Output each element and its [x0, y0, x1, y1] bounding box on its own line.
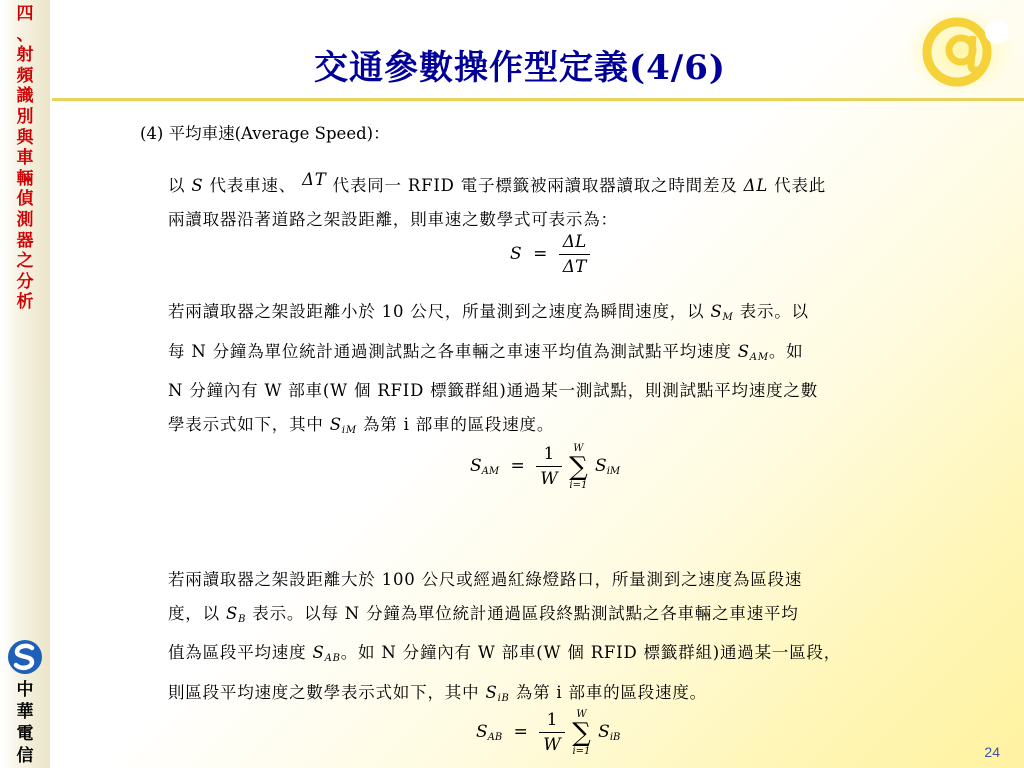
math-symbol: S [737, 341, 750, 361]
sidebar-title-char: 測 [16, 209, 34, 230]
math-operator: = [533, 244, 548, 264]
summation-sign: ∑ [572, 717, 591, 748]
paragraph-section-speed [168, 563, 913, 715]
text-run: 代表車速、 [209, 176, 297, 195]
math-subscript: iB [609, 732, 621, 743]
sidebar-title-char: 四 [16, 4, 34, 24]
fraction [539, 708, 564, 757]
sidebar-title-char: 頻 [16, 65, 34, 86]
paragraph-spot-speed [168, 295, 913, 447]
paragraph-line [168, 597, 913, 637]
paragraph-line [168, 636, 913, 676]
text-run: 表示。以 [739, 302, 809, 321]
text-run: 代表此 [774, 176, 827, 195]
paragraph-definition [168, 163, 913, 236]
text-run: 則區段平均速度之數學表示式如下，其中 [168, 682, 480, 702]
text-run: 。如 [768, 341, 804, 361]
paragraph-line: N 分鐘內有 W 部車(W 個 RFID 標籤群組)通過某一測試點，則測試點平均速度之數 [168, 381, 819, 400]
math-operator: = [513, 722, 528, 742]
paragraph-line [168, 295, 913, 335]
math-subscript: B [238, 613, 247, 625]
sidebar-title-char: 器 [16, 230, 34, 251]
sidebar-title-char: 、 [16, 24, 34, 45]
company-name-char: 中 [16, 680, 34, 700]
math-operator: = [510, 456, 525, 476]
sidebar-title-char: 之 [16, 251, 34, 272]
company-name-char: 信 [16, 746, 34, 766]
fraction [559, 230, 591, 279]
text-run: 為第 i 部車的區段速度。 [362, 414, 555, 434]
summation-lower-limit: i=1 [569, 479, 588, 491]
math-subscript: M [722, 312, 734, 323]
paragraph-line [168, 163, 913, 203]
math-symbol: ΔL [743, 176, 769, 195]
company-name-char: 電 [16, 724, 34, 744]
math-subscript: AB [487, 732, 503, 743]
fraction-numerator: 1 [536, 442, 561, 467]
text-run: 每 N 分鐘為單位統計通過測試點之各車輛之車速平均值為測試點平均速度 [168, 341, 732, 361]
math-subscript: AM [481, 466, 500, 477]
company-name [9, 679, 41, 767]
sidebar-title-char: 析 [16, 292, 34, 313]
math-symbol: S [485, 682, 498, 702]
summation [572, 709, 591, 757]
summation-lower-limit: i=1 [572, 745, 591, 757]
math-symbol: S [225, 603, 239, 623]
fraction-numerator: 1 [539, 708, 564, 733]
fraction-denominator: W [540, 469, 558, 489]
math-symbol: S [329, 414, 342, 434]
sidebar-section-title [8, 4, 42, 313]
summation [569, 443, 588, 491]
math-symbol: S [598, 722, 610, 742]
summation-upper-limit: W [573, 442, 584, 454]
sidebar-title-char: 輛 [16, 168, 34, 189]
text-run: 若兩讀取器之架設距離小於 10 公尺，所量測到之速度為瞬間速度，以 [168, 302, 705, 321]
header-divider [52, 98, 1024, 101]
sidebar-title-char: 射 [16, 45, 34, 66]
math-subscript: iM [341, 424, 357, 436]
math-symbol: S [470, 456, 482, 476]
sidebar-title-char: 別 [16, 106, 34, 127]
fraction-numerator: ΔL [559, 230, 591, 255]
math-subscript: AB [324, 653, 341, 664]
formula-spot-average-speed [470, 442, 620, 491]
page-number: 24 [984, 744, 1000, 760]
math-symbol: S [595, 456, 607, 476]
sidebar-title-char: 偵 [16, 189, 34, 210]
math-symbol: S [476, 722, 488, 742]
text-run: 為第 i 部車的區段速度。 [515, 682, 707, 702]
summation-sign: ∑ [569, 451, 588, 482]
sidebar-title-char: 與 [16, 127, 34, 148]
formula-section-average-speed [476, 708, 620, 757]
sidebar [0, 0, 50, 768]
paragraph-line [168, 335, 913, 375]
text-run: 。如 N 分鐘內有 W 部車(W 個 RFID 標籤群組)通過某一區段， [340, 643, 842, 662]
text-run: 以 [168, 176, 186, 195]
paragraph-line: 兩讀取器沿著道路之架設距離，則車速之數學式可表示為： [168, 209, 618, 229]
math-symbol: S [710, 302, 723, 321]
math-symbol: S [510, 244, 522, 264]
formula-speed [510, 230, 590, 279]
math-subscript: iB [497, 692, 510, 704]
sidebar-title-char: 分 [16, 271, 34, 292]
math-symbol: ΔT [302, 170, 327, 189]
math-subscript: AM [749, 351, 769, 363]
paragraph-line: 若兩讀取器之架設距離大於 100 公尺或經過紅綠燈路口，所量測到之速度為區段速 [168, 570, 803, 589]
text-run: 學表示式如下，其中 [168, 414, 324, 434]
fraction [536, 442, 561, 491]
text-run: 度，以 [168, 603, 220, 623]
sidebar-title-char: 識 [16, 86, 34, 107]
fraction-denominator: W [543, 735, 561, 755]
company-name-char: 華 [16, 702, 34, 722]
at-sign-decoration-icon [905, 6, 1020, 96]
summation-upper-limit: W [576, 708, 587, 720]
math-symbol: S [191, 176, 204, 195]
text-run: 表示。以每 N 分鐘為單位統計通過區段終點測試點之各車輛之車速平均 [252, 603, 799, 623]
fraction-denominator: ΔT [562, 257, 587, 277]
section-heading: (4) 平均車速(Average Speed)： [140, 124, 390, 143]
math-symbol: S [312, 643, 325, 662]
math-subscript: iM [606, 466, 621, 477]
slide-title: 交通參數操作型定義(4/6) [314, 48, 726, 88]
sidebar-title-char: 車 [16, 148, 34, 169]
text-run: 值為區段平均速度 [168, 643, 307, 662]
chunghwa-telecom-logo-icon [5, 637, 45, 677]
text-run: 代表同一 RFID 電子標籤被兩讀取器讀取之時間差及 [332, 176, 738, 195]
